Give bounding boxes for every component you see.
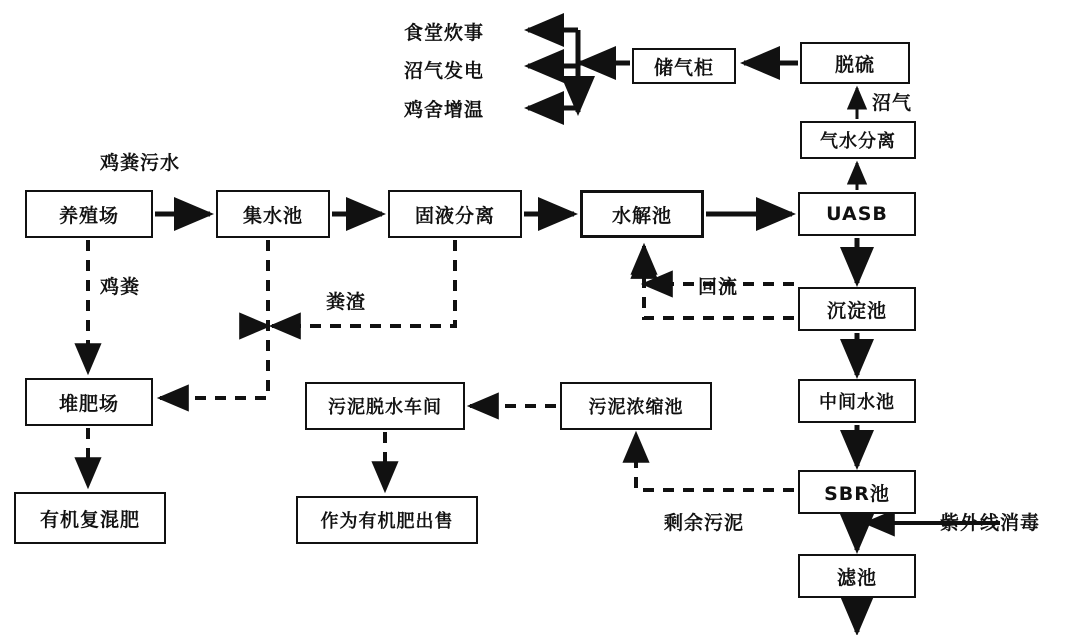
node-shuijiechi[interactable] [580, 190, 704, 238]
edge-label-text: 鸡粪污水 [100, 152, 181, 174]
node-qishuifenli[interactable] [800, 121, 916, 159]
node-label: 水解池 [611, 204, 672, 227]
node-lvchi[interactable] [798, 554, 916, 598]
node-label: 沼气发电 [404, 60, 485, 82]
edge-label-text: 粪渣 [326, 291, 367, 313]
node-zhaoqifadian [404, 56, 484, 83]
node-label: 养殖场 [58, 204, 119, 227]
node-youjifuhunfei[interactable] [14, 492, 166, 544]
edge-label-huiliu [698, 272, 738, 299]
node-wunituoshuichejian[interactable] [305, 382, 465, 430]
node-jishuichi[interactable] [216, 190, 330, 238]
node-duifeichang[interactable] [25, 378, 153, 426]
edge-label-jifen [100, 272, 140, 299]
node-shitangchuishi [404, 18, 484, 45]
node-label: 沉淀池 [826, 299, 887, 322]
edge-label-zhaoqi [872, 88, 912, 115]
node-label: UASB [826, 203, 888, 225]
node-sbr-chi[interactable] [798, 470, 916, 514]
node-label: 中间水池 [819, 392, 895, 413]
node-label: 固液分离 [414, 204, 495, 227]
edge-label-text: 紫外线消毒 [940, 512, 1041, 534]
node-label: 污泥浓缩池 [588, 397, 684, 418]
node-label: 滤池 [836, 566, 877, 589]
edge-label-text: 剩余污泥 [664, 512, 745, 534]
node-zhongjianshuichi[interactable] [798, 379, 916, 423]
node-yangzhichang[interactable] [25, 190, 153, 238]
edge-label-ziwaixianxiaodu [940, 508, 1040, 535]
edge-label-text: 鸡粪 [100, 276, 141, 298]
node-label: SBR池 [824, 482, 890, 505]
node-guyefenli[interactable] [388, 190, 522, 238]
edge-label-text: 回流 [698, 276, 739, 298]
node-label: 有机复混肥 [39, 508, 140, 531]
node-label: 堆肥场 [58, 392, 119, 415]
node-label: 气水分离 [820, 131, 896, 152]
node-label: 集水池 [242, 204, 303, 227]
node-zuoweiyoujifeichushou[interactable] [296, 496, 478, 544]
edge-label-jifenwushui [100, 148, 180, 175]
node-label: 鸡舍增温 [404, 99, 485, 121]
dashed-edges [88, 240, 794, 490]
node-label: 食堂炊事 [404, 22, 485, 44]
node-label: 污泥脱水车间 [328, 397, 442, 418]
node-chendianchi[interactable] [798, 287, 916, 331]
node-label: 脱硫 [834, 53, 875, 76]
edge-label-shengyuwuni [664, 508, 744, 535]
node-label: 作为有机肥出售 [320, 511, 454, 532]
edge-label-text: 沼气 [872, 92, 913, 114]
node-label: 储气柜 [653, 56, 714, 79]
node-chuqigui[interactable] [632, 48, 736, 84]
node-wuninongsuochi[interactable] [560, 382, 712, 430]
edge-label-fenzha [326, 287, 366, 314]
node-tuoliu[interactable] [800, 42, 910, 84]
node-jishezengwen [404, 95, 484, 122]
node-uasb[interactable] [798, 192, 916, 236]
